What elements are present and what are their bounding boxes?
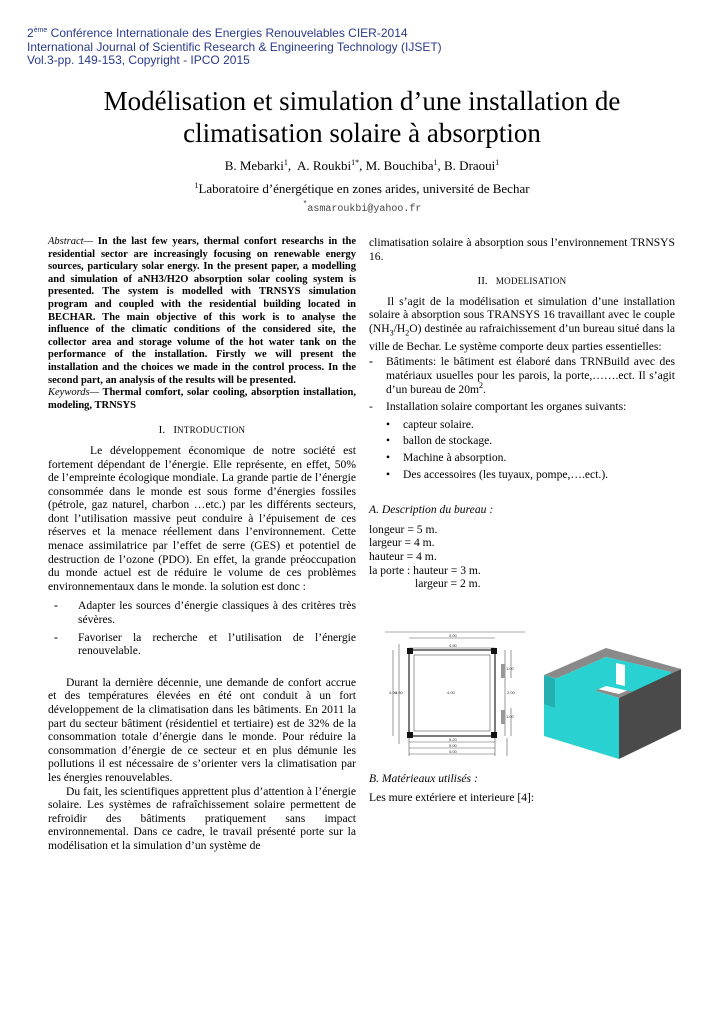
svg-text:1.00: 1.00 [506,666,514,671]
svg-text:5.20: 5.20 [449,737,457,742]
continued-paragraph: climatisation solaire à absorption sous l’environnement TRNSYS 16. [369,236,675,263]
subsection-a-heading: A. Description du bureau : [369,503,494,517]
svg-text:4.00: 4.00 [449,749,457,754]
door-opening [616,663,625,686]
header-line-2: International Journal of Scientific Research & Engineering Technology (IJSET) [27,39,442,54]
system-parts-list [369,355,675,413]
intro-paragraph-2: Durant la dernière décennie, une demande de confort accrue et des températures élevées en été ont conduit à un fort développement de la climatisation dans les bâtiments. En 2011 la part du secteur bâtiment (résidentiel et tertiaire) est de 32% de la consommation totale d’énergie dans le monde. Pour réduire la consommation d’énergie de ce secteur et en plus démunie les pollutions il est nécessaire de s’orienter vers la climatisation par les énergies renouvelables. [48,675,356,784]
left-column [48,236,356,853]
dimension-line: hauteur = 4 m. [369,550,437,563]
dimension-line: largeur = 2 m. [415,577,481,591]
3d-office-model [544,648,681,759]
modelisation-paragraph: Il s’agit de la modélisation et simulation d’une installation solaire à absorption sous TRANSYS 16 travaillant avec le couple $(NH_3/H_2O)$ destinée au rafraichissement d’un bureau situé dans la ville de Bechar. Le système comporte deux parties essentielles: [369,294,675,353]
author-list: B. Mebarki$^1$, A. Roukbi$^{1*}$, M. Bouchiba$^1$, B. Draoui$^1$ [224,158,500,173]
wall-edge [544,675,555,708]
list-item: - Favoriser la recherche et l’utilisation de l’énergie renouvelable. [54,630,356,658]
conference-header [27,27,442,68]
svg-text:4.50: 4.50 [395,690,403,695]
subsection-b-heading: B. Matérieaux utilisés : [369,771,478,785]
section-heading-modelisation: II. MODELISATION [477,275,567,288]
list-item: - Adapter les sources d’énergie classiques à des critères très sévères. [54,599,356,627]
svg-text:1.00: 1.00 [506,714,514,719]
svg-text:2.00: 2.00 [507,690,515,695]
list-item: • capteur solaire. [386,417,474,431]
list-item: • Des accessoires (les tuyaux, pompe,….ect.). [386,467,609,481]
svg-text:5.00: 5.00 [449,633,457,638]
dimension-line: longeur = 5 m. [369,522,438,536]
email: *asmaroukbi@yahoo.fr [302,200,422,215]
dimension-line: la porte : hauteur = 3 m. [369,563,481,577]
header-line-1: 2ème Conférence Internationale des Energies Renouvelables CIER-2014 [27,26,408,40]
list-item: - Installation solaire comportant les organes suivants: [369,400,627,414]
abstract: Abstract— In the last few years, thermal confort researchs in the residential sector are increasingly focusing on renewable energy sources, particulary solar energy. In the present paper, a modelling and simulation of aNH3/H2O absorption solar cooling system is presented. The system is modelled with TRNSYS simulation program and coupled with the residential building located in BECHAR. The main objective of this work is to analyse the influence of the climatic conditions of the considered site, the collector area and storage volume of the hot water tank on the performance of the installation. Firstly we will present the installation and the choices we made in the control process. In the second part, an analysis of the results will be presented. [48,236,356,386]
solution-list [48,599,356,657]
intro-paragraph-3: Du fait, les scientifiques apprettent plus d’attention à l’énergie solaire. Les systèmes de rafraîchissement solaire permettent de refroidir des bâtiments pratiquement sans impact environnemental. Dans ce cadre, le travail présenté porte sur la modélisation et la simulation d’un système de [48,784,356,852]
office-dimensions [369,523,675,591]
svg-text:4.50: 4.50 [449,643,457,648]
office-figure [369,628,704,788]
intro-paragraph-1: Le développement économique de notre société est fortement dépendant de l’énergie. Elle représente, en effet, 50% de l’empreinte écologique mondiale. La grande partie de l’énergie consommée dans le monde est sous forme d’énergies fossiles (pétrole, gaz naturel, charbon …etc.) par les différents secteurs, dont l’utilisation massive peut conduire à l’épuisement de ces réserves et la menace réellement dans l’environnement. Cette menace assimilatrice par l’effet de serre (GES) et potentiel de destruction de l’ozone (PDO). En effet, la grande préoccupation du monde actuel est de réduire le volume de ces problèmes environnementaux dans le monde. la solution est donc : [48,443,356,593]
components-list [369,418,675,481]
header-line-3: Vol.3-pp. 149-153, Copyright - IPCO 2015 [27,53,250,68]
svg-text:4.00: 4.00 [447,690,455,695]
keywords: Keywords— Thermal comfort, solar cooling, absorption installation, modeling, TRNSYS [48,387,356,411]
affiliation: $^1$Laboratoire d’énergétique en zones arides, université de Bechar [194,181,530,196]
section-heading-introduction: I. INTRODUCTION [158,424,246,437]
paper-title: Modélisation et simulation d’une installation de climatisation solaire à absorption [103,86,621,148]
list-item: - Bâtiments: le bâtiment est élaboré dans TRNBuild avec des matériaux usuelles pour les parois, la porte,…….ect. Il s’agit d’un bureau de $20m^2$. [369,355,675,396]
svg-text:5.00: 5.00 [449,743,457,748]
list-item: • ballon de stockage. [386,434,493,448]
materials-paragraph: Les mure extériere et interieure [4]: [369,791,535,805]
dimension-line: largeur = 4 m. [369,536,435,550]
list-item: • Machine à absorption. [386,451,507,465]
svg-text:4.00: 4.00 [389,690,397,695]
